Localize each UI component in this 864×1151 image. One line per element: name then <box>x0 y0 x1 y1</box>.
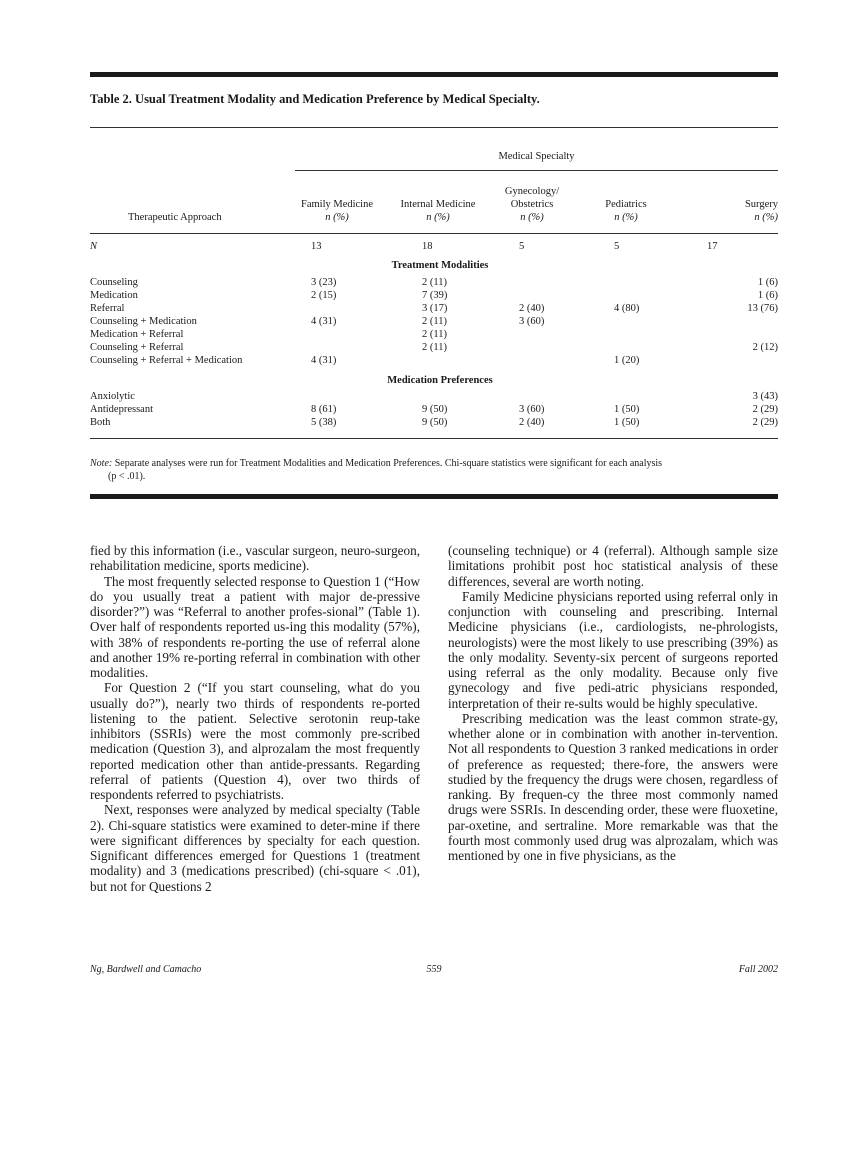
body-column-right <box>448 543 778 863</box>
stub-header: Therapeutic Approach <box>128 212 222 223</box>
spanner-rule <box>295 170 778 171</box>
section-heading-treatment-modalities: Treatment Modalities <box>391 260 489 271</box>
paragraph: The most frequently selected response to Question 1 (“How do you usually treat a patient with major de-pressive disorder?”) was “Referral to another profes-sional” (Table 1). Over half of respondents reported us-ing this modality (57%), with 38% of respondents re-porting the use of referral alone and another 19% re-porting referral in combination with other modalities. <box>90 573 420 680</box>
paragraph: For Question 2 (“If you start counseling, what do you usually do?”), nearly two thirds of respondents re-ported listening to the patient. Selective serotonin reup-take inhibitors (SSRIs) were the most commonly pre-scribed medication (Question 3), and alprozalam the most frequently reported medication other than antide-pressants. Regarding referral of patients (Question 4), over two thirds of respondents referred to psychiatrists. <box>90 680 420 802</box>
paragraph: fied by this information (i.e., vascular surgeon, neuro-surgeon, rehabilitation medicine, sports medicine). <box>90 543 420 574</box>
table-cell: 17 <box>707 241 718 252</box>
table-cell: 18 <box>422 241 433 252</box>
paragraph: Family Medicine physicians reported using referral only in conjunction with counseling and prescribing. Internal Medicine physicians (i.e., cardiologists, ne-phrologists, neurologists) were the most likely to use prescribing (39%) as the only modality. Seventy-six percent of surgeons reported using referral as the only modality. Because only five gynecology and five pedi-atric physicians responded, interpretation of their re-sults would be highly speculative. <box>448 588 778 711</box>
table-cell: 13 <box>311 241 322 252</box>
note-label: Note: <box>90 458 113 469</box>
n-row-label: N <box>90 241 98 252</box>
table-cell: 5 <box>614 241 620 252</box>
header-rule <box>90 233 778 234</box>
paragraph: (counseling technique) or 4 (referral). Although sample size limitations prohibit post hoc statistical analysis of these differences, several are worth noting. <box>448 543 778 589</box>
page-number: 559 <box>426 964 442 975</box>
column-header-surgery: Surgery n (%) <box>744 199 778 223</box>
column-header-family-medicine: Family Medicine n (%) <box>300 199 374 223</box>
footer-authors: Ng, Bardwell and Camacho <box>90 964 202 975</box>
note-text-cont: (p < .01). <box>108 471 146 482</box>
table-cell: 5 <box>519 241 525 252</box>
paragraph: Next, responses were analyzed by medical specialty (Table 2). Chi-square statistics were examined to deter-mine if there were significant differences by specialty for each question. Significant differences emerged for Questions 1 (treatment modality) and 3 (medications prescribed) (chi-square < .01), but not for Questions 2 <box>90 802 420 894</box>
paragraph: Prescribing medication was the least common strate-gy, whether alone or in combination with another in-tervention. Not all respondents to Question 3 ranked medications in order of preference as requested; there-fore, the answers were studied by the frequency the drugs were chosen, regardless of ranking. By frequen-cy the three most commonly named drugs were SSRIs. In descending order, these were fluoxetine, par-oxetine, and sertraline. More remarkable was that the fourth most commonly used drug was alprozalam, which was mentioned by one in five physicians, as the <box>448 710 778 863</box>
note-text: Separate analyses were run for Treatment Modalities and Medication Preferences. Chi-square statistics were significant for each analysis <box>112 458 663 469</box>
table-bottom-rule <box>90 438 778 439</box>
column-header-gynecology-obstetrics: Gynecology/ Obstetrics n (%) <box>504 186 560 223</box>
section-heading-medication-preferences: Medication Preferences <box>387 375 493 386</box>
spanner-header: Medical Specialty <box>498 151 575 162</box>
column-header-pediatrics: Pediatrics n (%) <box>605 199 647 223</box>
table-note <box>90 457 778 483</box>
table-title: Table 2. Usual Treatment Modality and Medication Preference by Medical Specialty. <box>90 92 540 106</box>
bottom-thick-rule <box>90 494 778 499</box>
data-table: Medical Specialty Family Medicine n (%) Internal Medicine n (%) Gynecology/ Obstetrics n (%) Pediatrics n (%) Surgery n (%) Therapeutic Approach N 13 18 5 5 17 Treatment Modalities Counseling 3 (23) 2 (11) 1 (6) Medication 2 (15) 7 (39) 1 (6) Referral 3 (17) 2 (40) 4 (80) 13 (76) Counseling + Medication 4 (31) 2 (11) 3 (60) Medication + Referral 2 (11) Counseling + Referral 2 (11) 2 (12) Counseling + Referral + Medication 4 (31) 1 (20) Medication Preferences Anxiolytic 3 (43) Antidepressant 8 (61) 9 (50) 3 (60) 1 (50) 2 (29) Both 5 (38) 9 (50) 2 (40) 1 (50) 2 (29) <box>90 0 778 460</box>
body-column-left <box>90 543 420 894</box>
footer-issue: Fall 2002 <box>738 964 778 975</box>
column-header-internal-medicine: Internal Medicine n (%) <box>400 199 476 223</box>
